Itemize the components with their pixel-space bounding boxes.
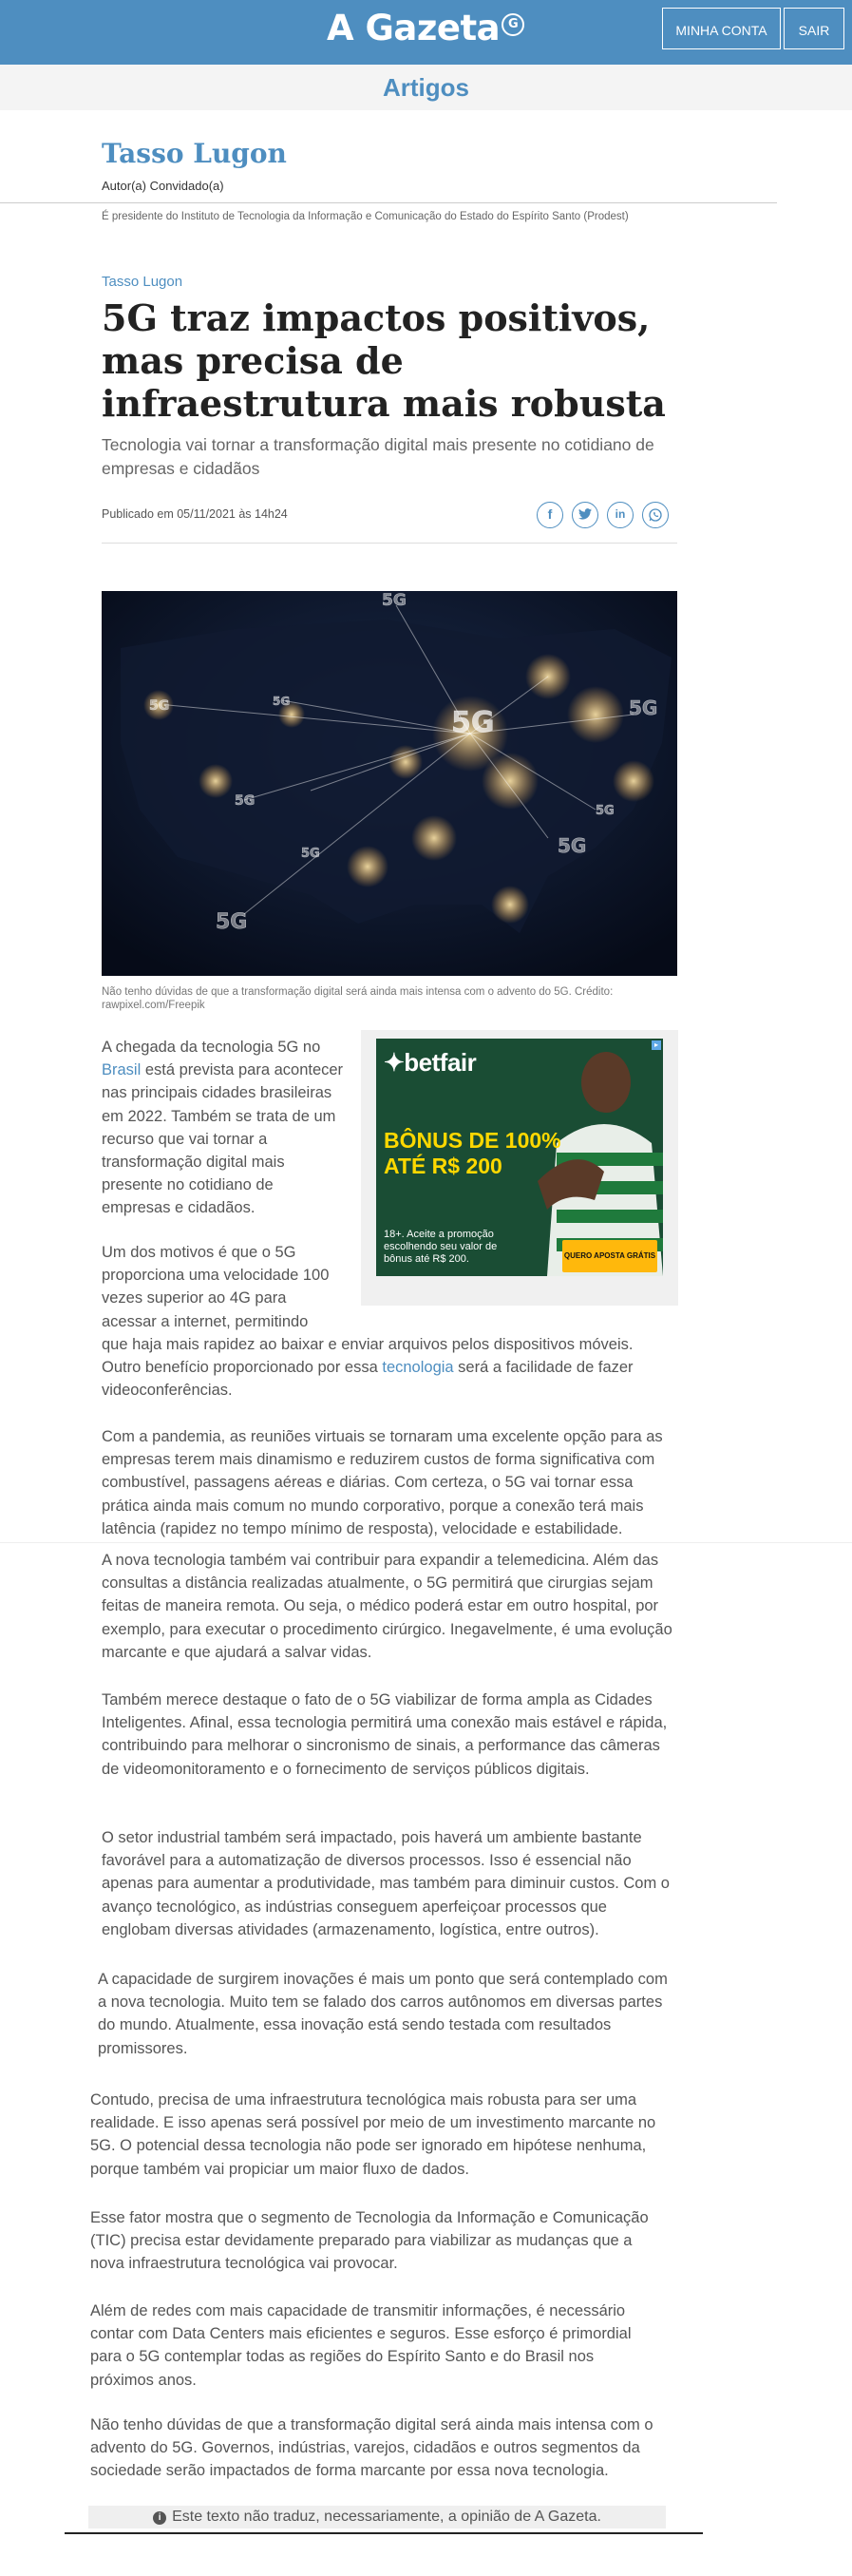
content-divider bbox=[0, 1542, 852, 1543]
svg-text:5G: 5G bbox=[451, 706, 495, 739]
my-account-button[interactable]: MINHA CONTA bbox=[662, 8, 781, 49]
logout-button[interactable]: SAIR bbox=[784, 8, 844, 49]
article-paragraph: Um dos motivos é que o 5G proporciona uma velocidade 100 vezes superior ao 4G para acessar a internet, permitindo bbox=[102, 1244, 330, 1330]
ad-headline: BÔNUS DE 100% ATÉ R$ 200 bbox=[384, 1128, 561, 1178]
article-paragraph: O setor industrial também será impactado, pois haverá um ambiente bastante favorável para a automatização de diversos processos. Isso é essencial não apenas para aumentar a produtividade, mas também para diminuir custos. Com o avanço tecnológico, as indústrias conseguem aperfeiçoar processos que englobam diversas atividades (armazenamento, logística, entre outros). bbox=[102, 1829, 670, 1938]
site-logo[interactable]: A Gazeta G bbox=[327, 8, 524, 48]
author-name[interactable]: Tasso Lugon bbox=[102, 138, 287, 169]
article-paragraph: Com a pandemia, as reuniões virtuais se tornaram uma excelente opção para as empresas terem mais dinamismo e reduzirem custos de forma significativa com combustível, passagens aéreas e diárias. Com certeza, o 5G vai tornar essa prática ainda mais comum no mundo corporativo, porque a conexão terá mais latência (rapidez no tempo mínimo de resposta), velocidade e estabilidade. bbox=[102, 1428, 663, 1537]
svg-text:5G: 5G bbox=[558, 834, 587, 857]
author-bio: É presidente do Instituto de Tecnologia da Informação e Comunicação do Estado do Espírito Santo (Prodest) bbox=[102, 211, 629, 222]
article-title: 5G traz impactos positivos, mas precisa de infraestrutura mais robusta bbox=[102, 296, 666, 425]
tecnologia-link[interactable]: tecnologia bbox=[382, 1359, 454, 1377]
article-subtitle: Tecnologia vai tornar a transformação digital mais presente no cotidiano de empresas e cidadãos bbox=[102, 435, 654, 478]
author-divider bbox=[0, 202, 777, 203]
ad-fine-print: 18+. Aceite a promoção escolhendo seu valor de bônus até R$ 200. bbox=[384, 1229, 498, 1265]
brasil-link[interactable]: Brasil bbox=[102, 1061, 142, 1079]
svg-text:5G: 5G bbox=[382, 591, 407, 610]
article-paragraph: Além de redes com mais capacidade de transmitir informações, é necessário contar com Data Centers mais eficientes e seguros. Esse esforço é primordial para o 5G contemplar todas as regiões do Espírito Santo e do Brasil nos próximos anos. bbox=[90, 2302, 632, 2389]
svg-text:5G: 5G bbox=[149, 698, 170, 714]
linkedin-icon[interactable]: in bbox=[607, 502, 634, 528]
whatsapp-icon[interactable] bbox=[642, 502, 669, 528]
section-bar bbox=[0, 65, 852, 110]
svg-text:5G: 5G bbox=[629, 696, 658, 719]
svg-text:5G: 5G bbox=[596, 804, 615, 818]
article-paragraph: A chegada da tecnologia 5G no Brasil está prevista para acontecer nas principais cidades brasileiras em 2022. Também se trata de um recurso que vai tornar a transformação digital mais presente no cotidiano de empresas e cidadãos. bbox=[102, 1039, 344, 1217]
article-paragraph: Esse fator mostra que o segmento de Tecnologia da Informação e Comunicação (TIC) precisa estar devidamente preparado para viabilizar as mudanças que a nova infraestrutura tecnológica vai provocar. bbox=[90, 2209, 649, 2273]
info-icon: i bbox=[153, 2511, 166, 2525]
top-bar bbox=[0, 0, 852, 65]
ad-banner[interactable] bbox=[376, 1039, 663, 1276]
meta-divider bbox=[102, 543, 677, 544]
article-paragraph: Não tenho dúvidas de que a transformação digital será ainda mais intensa com o advento do 5G. Governos, indústrias, varejos, cidadãos e outros segmentos da sociedade serão impactados de forma marcante por essa nova tecnologia. bbox=[90, 2416, 653, 2480]
section-title[interactable]: Artigos bbox=[383, 73, 469, 102]
article-paragraph: A nova tecnologia também vai contribuir para expandir a telemedicina. Além das consultas a distância realizadas atualmente, o 5G permitirá que cirurgias sejam feitas de maneira remota. Ou seja, o médico poderá estar em outro hospital, por exemplo, para executar o procedimento cirúrgico. Inegavelmente, é uma evolução marcante e que ajudará a salvar vidas. bbox=[102, 1552, 672, 1661]
svg-text:5G: 5G bbox=[235, 793, 256, 809]
article-paragraph: A capacidade de surgirem inovações é mais um ponto que será contemplado com a nova tecnologia. Muito tem se falado dos carros autônomos em diversas partes do mundo. Atualmente, essa inovação está sendo testada com resultados promissores. bbox=[98, 1971, 668, 2057]
article-kicker[interactable]: Tasso Lugon bbox=[102, 274, 183, 290]
article-paragraph: que haja mais rapidez ao baixar e enviar arquivos pelos dispositivos móveis. Outro benefício proporcionado por essa tecnologia será a facilidade de fazer videoconferências. bbox=[102, 1336, 634, 1400]
opinion-disclaimer: i Este texto não traduz, necessariamente, a opinião de A Gazeta. bbox=[88, 2506, 666, 2528]
ad-cta-button[interactable]: QUERO APOSTA GRÁTIS bbox=[562, 1240, 657, 1272]
ad-choices-icon[interactable]: ▸ bbox=[652, 1040, 661, 1050]
svg-text:5G: 5G bbox=[273, 695, 291, 708]
hero-image bbox=[102, 591, 677, 976]
ad-brand: ✦betfair bbox=[384, 1048, 477, 1077]
image-caption: Não tenho dúvidas de que a transformação digital será ainda mais intensa com o advento do 5G. Crédito: rawpixel.com/Freepik bbox=[102, 986, 614, 1011]
article-paragraph: Contudo, precisa de uma infraestrutura tecnológica mais robusta para ser uma realidade. E isso apenas será possível por meio de um investimento marcante no 5G. O potencial dessa tecnologia não pode ser ignorado em hipótese nenhuma, porque também vai propiciar um maior fluxo de dados. bbox=[90, 2091, 656, 2178]
twitter-icon[interactable] bbox=[572, 502, 598, 528]
facebook-icon[interactable]: f bbox=[537, 502, 563, 528]
author-role: Autor(a) Convidado(a) bbox=[102, 179, 224, 193]
publish-date: Publicado em 05/11/2021 às 14h24 bbox=[102, 507, 288, 521]
svg-text:5G: 5G bbox=[216, 910, 248, 934]
svg-text:5G: 5G bbox=[301, 847, 320, 861]
logo-mark-icon: G bbox=[502, 13, 524, 36]
bottom-divider bbox=[65, 2532, 703, 2534]
article-paragraph: Também merece destaque o fato de o 5G viabilizar de forma ampla as Cidades Inteligentes. Afinal, essa tecnologia permitirá uma conexão mais estável e rápida, contribuindo para melhorar o sincronismo de sinais, a performance das câmeras de videomonitoramento e o fornecimento de serviços públicos digitais. bbox=[102, 1691, 668, 1778]
